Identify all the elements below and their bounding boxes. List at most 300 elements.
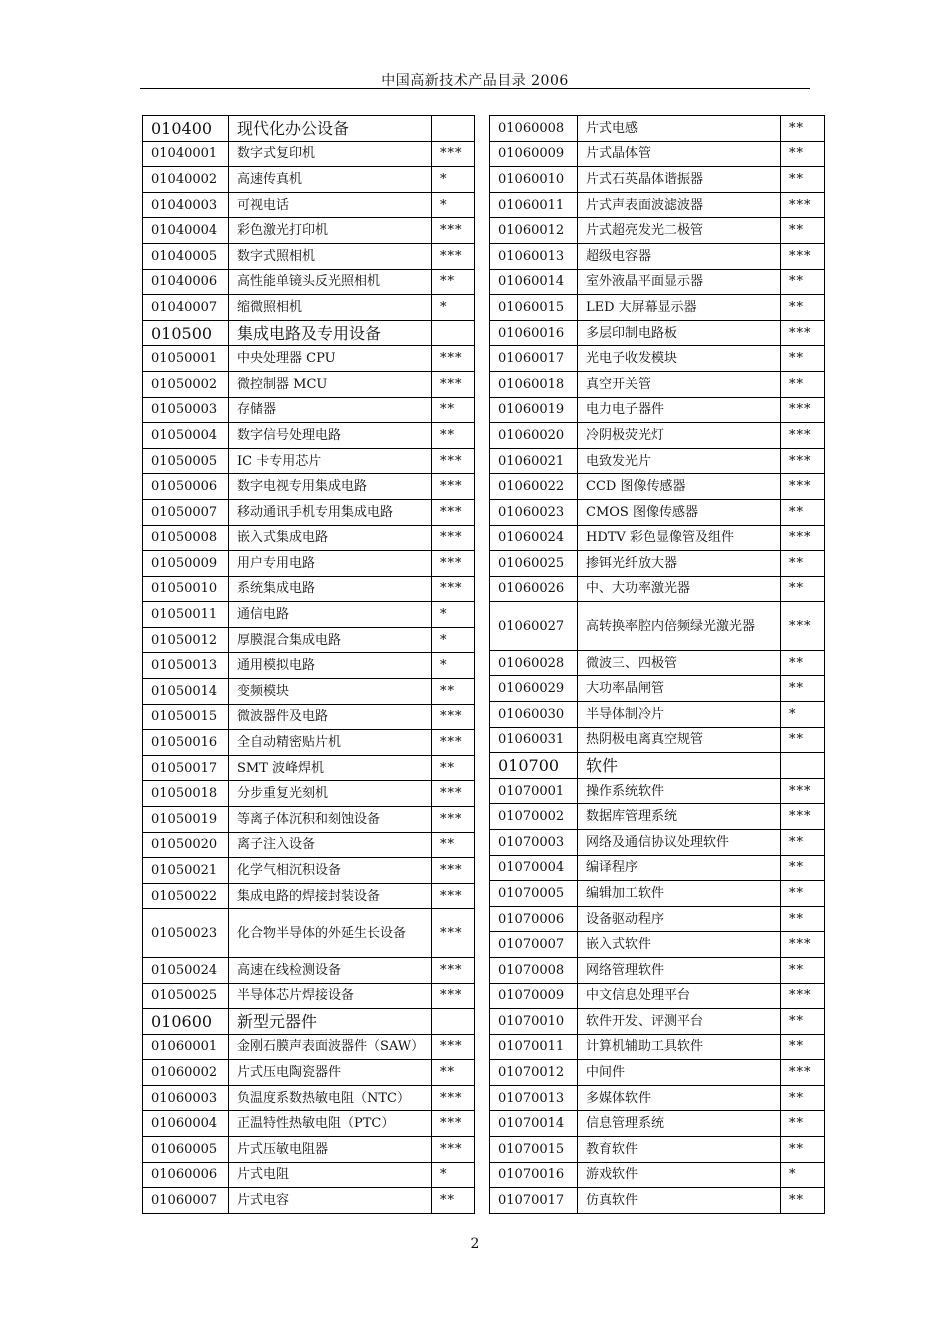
name-cell: 离子注入设备: [229, 832, 432, 858]
code-cell: 01050010: [143, 576, 229, 602]
rating-cell: ***: [432, 1085, 475, 1111]
code-cell: 01060010: [490, 167, 578, 193]
rating-cell: **: [781, 295, 825, 321]
rating-cell: [432, 116, 475, 142]
table-row: [143, 346, 475, 372]
table-row: [490, 295, 825, 321]
table-row: [490, 1162, 825, 1188]
name-cell: SMT 波峰焊机: [229, 755, 432, 781]
rating-cell: **: [781, 1188, 825, 1214]
name-cell: 高速在线检测设备: [229, 957, 432, 983]
name-cell: 缩微照相机: [229, 295, 432, 321]
table-row: [490, 1188, 825, 1214]
name-cell: 高速传真机: [229, 167, 432, 193]
name-cell: 计算机辅助工具软件: [578, 1034, 781, 1060]
table-row: [143, 474, 475, 500]
rating-cell: **: [781, 218, 825, 244]
table-row: [143, 1085, 475, 1111]
table-row: [143, 1034, 475, 1060]
table-row: [490, 676, 825, 702]
name-cell: 室外液晶平面显示器: [578, 269, 781, 295]
name-cell: 中间件: [578, 1060, 781, 1086]
code-cell: 01040001: [143, 141, 229, 167]
rating-cell: **: [781, 576, 825, 602]
code-cell: 01060024: [490, 525, 578, 551]
table-row: [143, 602, 475, 628]
table-row: [490, 881, 825, 907]
rating-cell: **: [432, 832, 475, 858]
name-cell: 编译程序: [578, 855, 781, 881]
name-cell: 半导体芯片焊接设备: [229, 983, 432, 1009]
code-cell: 01060022: [490, 474, 578, 500]
code-cell: 01050013: [143, 653, 229, 679]
code-cell: 01060013: [490, 243, 578, 269]
code-cell: 01050016: [143, 730, 229, 756]
name-cell: 金刚石膜声表面波器件（SAW）: [229, 1034, 432, 1060]
name-cell: 电力电子器件: [578, 397, 781, 423]
name-cell: 化学气相沉积设备: [229, 858, 432, 884]
rating-cell: ***: [432, 909, 475, 958]
name-cell: 大功率晶闸管: [578, 676, 781, 702]
code-cell: 01060003: [143, 1085, 229, 1111]
code-cell: 01050003: [143, 397, 229, 423]
rating-cell: **: [781, 371, 825, 397]
rating-cell: [432, 1009, 475, 1035]
rating-cell: **: [781, 1085, 825, 1111]
rating-cell: **: [781, 650, 825, 676]
table-row: [490, 423, 825, 449]
code-cell: 01050015: [143, 704, 229, 730]
table-row: [143, 167, 475, 193]
table-row: [490, 1009, 825, 1035]
rating-cell: **: [432, 679, 475, 705]
table-row: [490, 855, 825, 881]
table-row: [490, 906, 825, 932]
table-row: [490, 320, 825, 346]
code-cell: 01060006: [143, 1162, 229, 1188]
code-cell: 01070015: [490, 1137, 578, 1163]
table-row: [143, 423, 475, 449]
code-cell: 01060023: [490, 499, 578, 525]
table-row: [143, 679, 475, 705]
code-cell: 01050006: [143, 474, 229, 500]
table-row: [143, 1111, 475, 1137]
table-row: [143, 218, 475, 244]
name-cell: 中文信息处理平台: [578, 983, 781, 1009]
table-row: [143, 653, 475, 679]
rating-cell: ***: [781, 804, 825, 830]
rating-cell: **: [781, 1111, 825, 1137]
rating-cell: ***: [781, 525, 825, 551]
name-cell: CMOS 图像传感器: [578, 499, 781, 525]
table-row: [490, 778, 825, 804]
code-cell: 01070017: [490, 1188, 578, 1214]
table-row: [490, 957, 825, 983]
rating-cell: ***: [432, 474, 475, 500]
code-cell: 01050019: [143, 807, 229, 833]
catalog-table-right: [489, 115, 825, 1214]
table-row: [143, 1137, 475, 1163]
rating-cell: **: [781, 1034, 825, 1060]
name-cell: LED 大屏幕显示器: [578, 295, 781, 321]
rating-cell: **: [781, 881, 825, 907]
code-cell: 01060021: [490, 448, 578, 474]
name-cell: 数据库管理系统: [578, 804, 781, 830]
table-row: [490, 1137, 825, 1163]
table-row: [490, 1060, 825, 1086]
rating-cell: **: [781, 855, 825, 881]
code-cell: 01050025: [143, 983, 229, 1009]
code-cell: 01070016: [490, 1162, 578, 1188]
code-cell: 01050007: [143, 499, 229, 525]
rating-cell: ***: [432, 218, 475, 244]
rating-cell: **: [781, 1137, 825, 1163]
name-cell: 用户专用电路: [229, 551, 432, 577]
table-row: [490, 116, 825, 142]
code-cell: 01060027: [490, 602, 578, 651]
name-cell: 片式超亮发光二极管: [578, 218, 781, 244]
rating-cell: ***: [432, 448, 475, 474]
code-cell: 010600: [143, 1009, 229, 1035]
section-row: [143, 1009, 475, 1035]
name-cell: 网络及通信协议处理软件: [578, 829, 781, 855]
code-cell: 01070007: [490, 932, 578, 958]
code-cell: 01050008: [143, 525, 229, 551]
code-cell: 010400: [143, 116, 229, 142]
table-row: [143, 858, 475, 884]
rating-cell: **: [781, 551, 825, 577]
name-cell: 中、大功率激光器: [578, 576, 781, 602]
name-cell: 微波器件及电路: [229, 704, 432, 730]
code-cell: 01050004: [143, 423, 229, 449]
rating-cell: **: [781, 346, 825, 372]
rating-cell: ***: [781, 474, 825, 500]
rating-cell: *: [432, 192, 475, 218]
name-cell: 变频模块: [229, 679, 432, 705]
table-row: [143, 141, 475, 167]
rating-cell: *: [781, 1162, 825, 1188]
page-header-title: 中国高新技术产品目录 2006: [381, 73, 569, 89]
name-cell: 电致发光片: [578, 448, 781, 474]
rating-cell: ***: [781, 448, 825, 474]
code-cell: 01070014: [490, 1111, 578, 1137]
code-cell: 01040006: [143, 269, 229, 295]
table-row: [490, 474, 825, 500]
rating-cell: *: [781, 701, 825, 727]
table-row: [490, 1085, 825, 1111]
table-row: [143, 576, 475, 602]
code-cell: 01060002: [143, 1060, 229, 1086]
name-cell: 编辑加工软件: [578, 881, 781, 907]
table-row: [143, 807, 475, 833]
rating-cell: ***: [781, 778, 825, 804]
rating-cell: ***: [781, 320, 825, 346]
code-cell: 01040002: [143, 167, 229, 193]
code-cell: 01050011: [143, 602, 229, 628]
rating-cell: **: [781, 727, 825, 753]
rating-cell: **: [781, 141, 825, 167]
table-row: [490, 192, 825, 218]
name-cell: 全自动精密贴片机: [229, 730, 432, 756]
name-cell: 光电子收发模块: [578, 346, 781, 372]
rating-cell: **: [781, 829, 825, 855]
table-row: [143, 525, 475, 551]
code-cell: 01050009: [143, 551, 229, 577]
name-cell: 移动通讯手机专用集成电路: [229, 499, 432, 525]
table-row: [490, 371, 825, 397]
code-cell: 01060014: [490, 269, 578, 295]
table-row: [143, 755, 475, 781]
rating-cell: ***: [432, 807, 475, 833]
page-number: 2: [470, 1236, 480, 1252]
table-row: [143, 243, 475, 269]
name-cell: 教育软件: [578, 1137, 781, 1163]
table-row: [490, 141, 825, 167]
rating-cell: **: [781, 676, 825, 702]
rating-cell: ***: [781, 192, 825, 218]
rating-cell: ***: [432, 730, 475, 756]
code-cell: 01050001: [143, 346, 229, 372]
rating-cell: **: [432, 755, 475, 781]
rating-cell: **: [781, 1009, 825, 1035]
rating-cell: ***: [432, 781, 475, 807]
name-cell: 等离子体沉积和刻蚀设备: [229, 807, 432, 833]
rating-cell: *: [432, 1162, 475, 1188]
code-cell: 01070012: [490, 1060, 578, 1086]
name-cell: 真空开关管: [578, 371, 781, 397]
code-cell: 01060028: [490, 650, 578, 676]
name-cell: 片式压敏电阻器: [229, 1137, 432, 1163]
rating-cell: **: [781, 167, 825, 193]
table-row: [143, 192, 475, 218]
name-cell: 嵌入式软件: [578, 932, 781, 958]
name-cell: 化合物半导体的外延生长设备: [229, 909, 432, 958]
table-row: [490, 218, 825, 244]
name-cell: 分步重复光刻机: [229, 781, 432, 807]
code-cell: 01050012: [143, 627, 229, 653]
code-cell: 01060026: [490, 576, 578, 602]
code-cell: 01060009: [490, 141, 578, 167]
table-row: [490, 525, 825, 551]
section-row: [490, 753, 825, 779]
table-row: [490, 1111, 825, 1137]
table-row: [490, 983, 825, 1009]
name-cell: CCD 图像传感器: [578, 474, 781, 500]
name-cell: 高转换率腔内倍频绿光激光器: [578, 602, 781, 651]
name-cell: 高性能单镜头反光照相机: [229, 269, 432, 295]
rating-cell: ***: [432, 1111, 475, 1137]
code-cell: 01050020: [143, 832, 229, 858]
rating-cell: **: [432, 1060, 475, 1086]
name-cell: 数字电视专用集成电路: [229, 474, 432, 500]
table-row: [143, 448, 475, 474]
table-row: [143, 627, 475, 653]
table-row: [490, 602, 825, 651]
rating-cell: **: [781, 499, 825, 525]
name-cell: 片式电容: [229, 1188, 432, 1214]
name-cell: IC 卡专用芯片: [229, 448, 432, 474]
code-cell: 01050018: [143, 781, 229, 807]
rating-cell: **: [432, 423, 475, 449]
code-cell: 01050002: [143, 371, 229, 397]
code-cell: 01040003: [143, 192, 229, 218]
rating-cell: *: [432, 167, 475, 193]
code-cell: 01040007: [143, 295, 229, 321]
rating-cell: ***: [781, 983, 825, 1009]
name-cell: 片式石英晶体谐振器: [578, 167, 781, 193]
table-row: [143, 551, 475, 577]
code-cell: 01040005: [143, 243, 229, 269]
rating-cell: ***: [781, 423, 825, 449]
name-cell: 中央处理器 CPU: [229, 346, 432, 372]
rating-cell: *: [432, 602, 475, 628]
code-cell: 01070013: [490, 1085, 578, 1111]
name-cell: 正温特性热敏电阻（PTC）: [229, 1111, 432, 1137]
catalog-table-right-body: [490, 116, 825, 1214]
code-cell: 01060007: [143, 1188, 229, 1214]
table-row: [490, 1034, 825, 1060]
name-cell: 通用模拟电路: [229, 653, 432, 679]
code-cell: 01070011: [490, 1034, 578, 1060]
name-cell: 半导体制冷片: [578, 701, 781, 727]
rating-cell: ***: [432, 983, 475, 1009]
code-cell: 01060005: [143, 1137, 229, 1163]
rating-cell: ***: [432, 525, 475, 551]
rating-cell: **: [432, 1188, 475, 1214]
code-cell: 01070003: [490, 829, 578, 855]
code-cell: 01060008: [490, 116, 578, 142]
code-cell: 01060029: [490, 676, 578, 702]
name-cell: 多层印制电路板: [578, 320, 781, 346]
name-cell: 集成电路的焊接封装设备: [229, 883, 432, 909]
table-row: [490, 701, 825, 727]
table-row: [490, 551, 825, 577]
rating-cell: **: [781, 957, 825, 983]
rating-cell: ***: [432, 551, 475, 577]
name-cell: 游戏软件: [578, 1162, 781, 1188]
name-cell: 可视电话: [229, 192, 432, 218]
name-cell: 片式晶体管: [578, 141, 781, 167]
name-cell: 微波三、四极管: [578, 650, 781, 676]
rating-cell: ***: [432, 1137, 475, 1163]
table-row: [143, 295, 475, 321]
table-row: [490, 269, 825, 295]
rating-cell: ***: [432, 243, 475, 269]
table-row: [490, 346, 825, 372]
rating-cell: ***: [432, 371, 475, 397]
code-cell: 01050021: [143, 858, 229, 884]
name-cell: 数字式复印机: [229, 141, 432, 167]
header-rule: [140, 88, 810, 89]
code-cell: 01050022: [143, 883, 229, 909]
section-row: [143, 320, 475, 346]
name-cell: 系统集成电路: [229, 576, 432, 602]
table-row: [490, 727, 825, 753]
table-row: [143, 983, 475, 1009]
name-cell: 软件: [578, 753, 781, 779]
table-row: [143, 832, 475, 858]
code-cell: 01050023: [143, 909, 229, 958]
table-row: [490, 829, 825, 855]
table-row: [143, 781, 475, 807]
code-cell: 01050014: [143, 679, 229, 705]
code-cell: 01060031: [490, 727, 578, 753]
name-cell: 网络管理软件: [578, 957, 781, 983]
name-cell: 现代化办公设备: [229, 116, 432, 142]
rating-cell: ***: [432, 141, 475, 167]
rating-cell: **: [432, 269, 475, 295]
rating-cell: [781, 753, 825, 779]
name-cell: 软件开发、评测平台: [578, 1009, 781, 1035]
code-cell: 01060011: [490, 192, 578, 218]
name-cell: 片式声表面波滤波器: [578, 192, 781, 218]
name-cell: 存储器: [229, 397, 432, 423]
table-row: [490, 448, 825, 474]
table-row: [490, 932, 825, 958]
name-cell: 仿真软件: [578, 1188, 781, 1214]
name-cell: 多媒体软件: [578, 1085, 781, 1111]
name-cell: 片式压电陶瓷器件: [229, 1060, 432, 1086]
code-cell: 01050005: [143, 448, 229, 474]
table-row: [143, 957, 475, 983]
catalog-table-left: [142, 115, 475, 1214]
code-cell: 01040004: [143, 218, 229, 244]
name-cell: 信息管理系统: [578, 1111, 781, 1137]
catalog-table-left-body: [143, 116, 475, 1214]
name-cell: 超级电容器: [578, 243, 781, 269]
rating-cell: ***: [432, 704, 475, 730]
code-cell: 01060030: [490, 701, 578, 727]
name-cell: 嵌入式集成电路: [229, 525, 432, 551]
table-row: [490, 576, 825, 602]
code-cell: 01060019: [490, 397, 578, 423]
table-row: [143, 397, 475, 423]
rating-cell: **: [781, 906, 825, 932]
code-cell: 01060016: [490, 320, 578, 346]
code-cell: 01070001: [490, 778, 578, 804]
table-row: [143, 883, 475, 909]
code-cell: 01070008: [490, 957, 578, 983]
code-cell: 01070002: [490, 804, 578, 830]
code-cell: 01060012: [490, 218, 578, 244]
table-row: [143, 730, 475, 756]
rating-cell: ***: [781, 602, 825, 651]
name-cell: 新型元器件: [229, 1009, 432, 1035]
table-row: [490, 397, 825, 423]
rating-cell: **: [781, 269, 825, 295]
table-row: [143, 371, 475, 397]
table-row: [490, 167, 825, 193]
name-cell: 负温度系数热敏电阻（NTC）: [229, 1085, 432, 1111]
name-cell: 操作系统软件: [578, 778, 781, 804]
code-cell: 01060001: [143, 1034, 229, 1060]
rating-cell: *: [432, 295, 475, 321]
table-row: [143, 704, 475, 730]
code-cell: 01060018: [490, 371, 578, 397]
code-cell: 01060015: [490, 295, 578, 321]
table-row: [490, 804, 825, 830]
code-cell: 01060004: [143, 1111, 229, 1137]
name-cell: 设备驱动程序: [578, 906, 781, 932]
code-cell: 01060025: [490, 551, 578, 577]
name-cell: 通信电路: [229, 602, 432, 628]
rating-cell: ***: [781, 1060, 825, 1086]
code-cell: 01060020: [490, 423, 578, 449]
name-cell: 数字式照相机: [229, 243, 432, 269]
rating-cell: [432, 320, 475, 346]
rating-cell: ***: [432, 858, 475, 884]
name-cell: 厚膜混合集成电路: [229, 627, 432, 653]
